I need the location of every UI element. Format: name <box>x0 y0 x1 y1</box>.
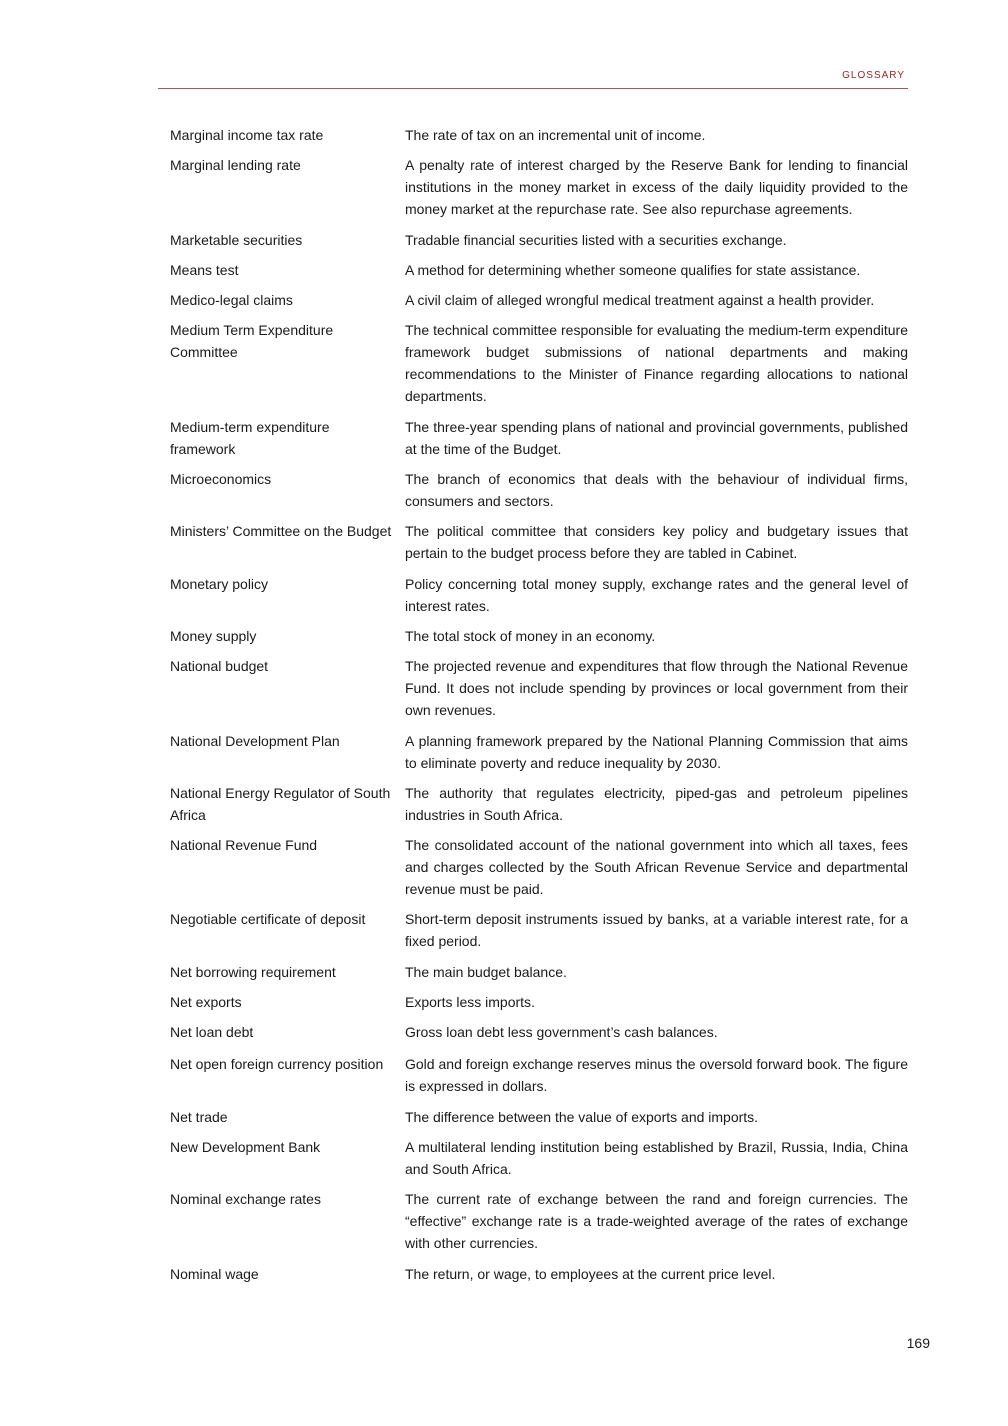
page-number: 169 <box>906 1335 930 1351</box>
glossary-definition: The projected revenue and expenditures that flow through the National Revenue Fund. It does not include spending by provinces or local government from their own revenues. <box>405 658 908 719</box>
glossary-entry <box>170 1021 908 1043</box>
glossary-entry <box>170 1263 908 1285</box>
glossary-term: Ministers’ Committee on the Budget <box>170 523 392 540</box>
glossary-definition: The difference between the value of exports and imports. <box>405 1108 759 1125</box>
glossary-term: Nominal wage <box>170 1265 259 1282</box>
glossary-definition: A method for determining whether someone qualifies for state assistance. <box>405 261 861 278</box>
glossary-term: Medium-term expenditure framework <box>170 418 330 457</box>
glossary-term: Net exports <box>170 994 242 1011</box>
glossary-entry <box>170 908 908 952</box>
glossary-definition: The rate of tax on an incremental unit of income. <box>405 127 706 143</box>
glossary-entry <box>170 730 908 774</box>
glossary-entry <box>170 416 908 460</box>
glossary-entry <box>170 782 908 826</box>
glossary-entry <box>170 319 908 407</box>
glossary-definition: Gold and foreign exchange reserves minus the oversold forward book. The figure is expressed in dollars. <box>405 1056 908 1095</box>
section-label: GLOSSARY <box>842 70 905 81</box>
glossary-entry <box>170 655 908 721</box>
glossary-entry <box>170 991 908 1013</box>
glossary-entry <box>170 259 908 281</box>
glossary-term: Net borrowing requirement <box>170 963 336 980</box>
glossary-term: Money supply <box>170 627 257 644</box>
header-divider <box>158 88 908 89</box>
glossary-definition: A civil claim of alleged wrongful medical treatment against a health provider. <box>405 292 875 309</box>
glossary-term: Net open foreign currency position <box>170 1056 384 1073</box>
glossary-entry <box>170 154 908 220</box>
glossary-term: National budget <box>170 658 269 675</box>
glossary-term: Net loan debt <box>170 1024 254 1041</box>
glossary-term: Microeconomics <box>170 471 272 488</box>
glossary-definition: The main budget balance. <box>405 963 567 980</box>
glossary-term: Monetary policy <box>170 575 269 592</box>
glossary-definition: The technical committee responsible for evaluating the medium-term expenditure framework budget submissions of national departments and making recommendations to the Minister of Finance regarding allocations to national departments. <box>405 322 908 405</box>
glossary-definition: Gross loan debt less government’s cash balances. <box>405 1024 718 1041</box>
glossary-entry <box>170 229 908 251</box>
glossary-definition: A multilateral lending institution being established by Brazil, Russia, India, China and South Africa. <box>405 1138 908 1177</box>
glossary-term: National Energy Regulator of South Africa <box>170 784 391 823</box>
glossary-term: Medium Term Expenditure Committee <box>170 322 334 361</box>
glossary-entry <box>170 124 908 146</box>
glossary-entry <box>170 289 908 311</box>
glossary-entry <box>170 1053 908 1097</box>
glossary-definition: The current rate of exchange between the rand and foreign currencies. The “effective” exchange rate is a trade-weighted average of the rates of exchange with other currencies. <box>405 1191 908 1252</box>
glossary-term: Medico-legal claims <box>170 292 293 309</box>
glossary-term: Net trade <box>170 1108 228 1125</box>
glossary-list <box>170 124 908 1293</box>
glossary-definition: The consolidated account of the national government into which all taxes, fees and charges collected by the South African Revenue Service and departmental revenue must be paid. <box>405 837 908 898</box>
glossary-term: National Development Plan <box>170 732 340 749</box>
glossary-entry <box>170 1136 908 1180</box>
glossary-entry <box>170 961 908 983</box>
glossary-entry <box>170 573 908 617</box>
glossary-term: Marginal income tax rate <box>170 127 324 143</box>
glossary-entry <box>170 520 908 564</box>
glossary-term: National Revenue Fund <box>170 837 318 854</box>
glossary-definition: The return, or wage, to employees at the current price level. <box>405 1265 776 1282</box>
glossary-definition: A penalty rate of interest charged by the Reserve Bank for lending to financial institutions in the money market in excess of the daily liquidity provided to the money market at the repurchase rate. See also repurchase agreements. <box>405 157 908 218</box>
glossary-entry <box>170 625 908 647</box>
glossary-entry <box>170 1106 908 1128</box>
glossary-definition: The political committee that considers key policy and budgetary issues that pertain to the budget process before they are tabled in Cabinet. <box>405 523 908 562</box>
glossary-definition: The three-year spending plans of national and provincial governments, published at the time of the Budget. <box>405 418 908 457</box>
glossary-term: Marketable securities <box>170 231 303 248</box>
glossary-definition: The total stock of money in an economy. <box>405 627 656 644</box>
glossary-definition: The branch of economics that deals with the behaviour of individual firms, consumers and sectors. <box>405 471 908 510</box>
glossary-term: Marginal lending rate <box>170 157 301 174</box>
glossary-entry <box>170 468 908 512</box>
glossary-term: New Development Bank <box>170 1138 321 1155</box>
glossary-definition: Exports less imports. <box>405 994 535 1011</box>
glossary-definition: Policy concerning total money supply, exchange rates and the general level of interest rates. <box>405 575 908 614</box>
glossary-entry <box>170 834 908 900</box>
glossary-definition: A planning framework prepared by the National Planning Commission that aims to eliminate poverty and reduce inequality by 2030. <box>405 732 908 771</box>
glossary-term: Negotiable certificate of deposit <box>170 911 366 928</box>
glossary-term: Means test <box>170 261 239 278</box>
glossary-definition: Short-term deposit instruments issued by banks, at a variable interest rate, for a fixed period. <box>405 911 908 950</box>
glossary-definition: The authority that regulates electricity, piped-gas and petroleum pipelines industries in South Africa. <box>405 784 908 823</box>
glossary-definition: Tradable financial securities listed with a securities exchange. <box>405 231 787 248</box>
glossary-entry <box>170 1188 908 1254</box>
glossary-term: Nominal exchange rates <box>170 1191 321 1208</box>
